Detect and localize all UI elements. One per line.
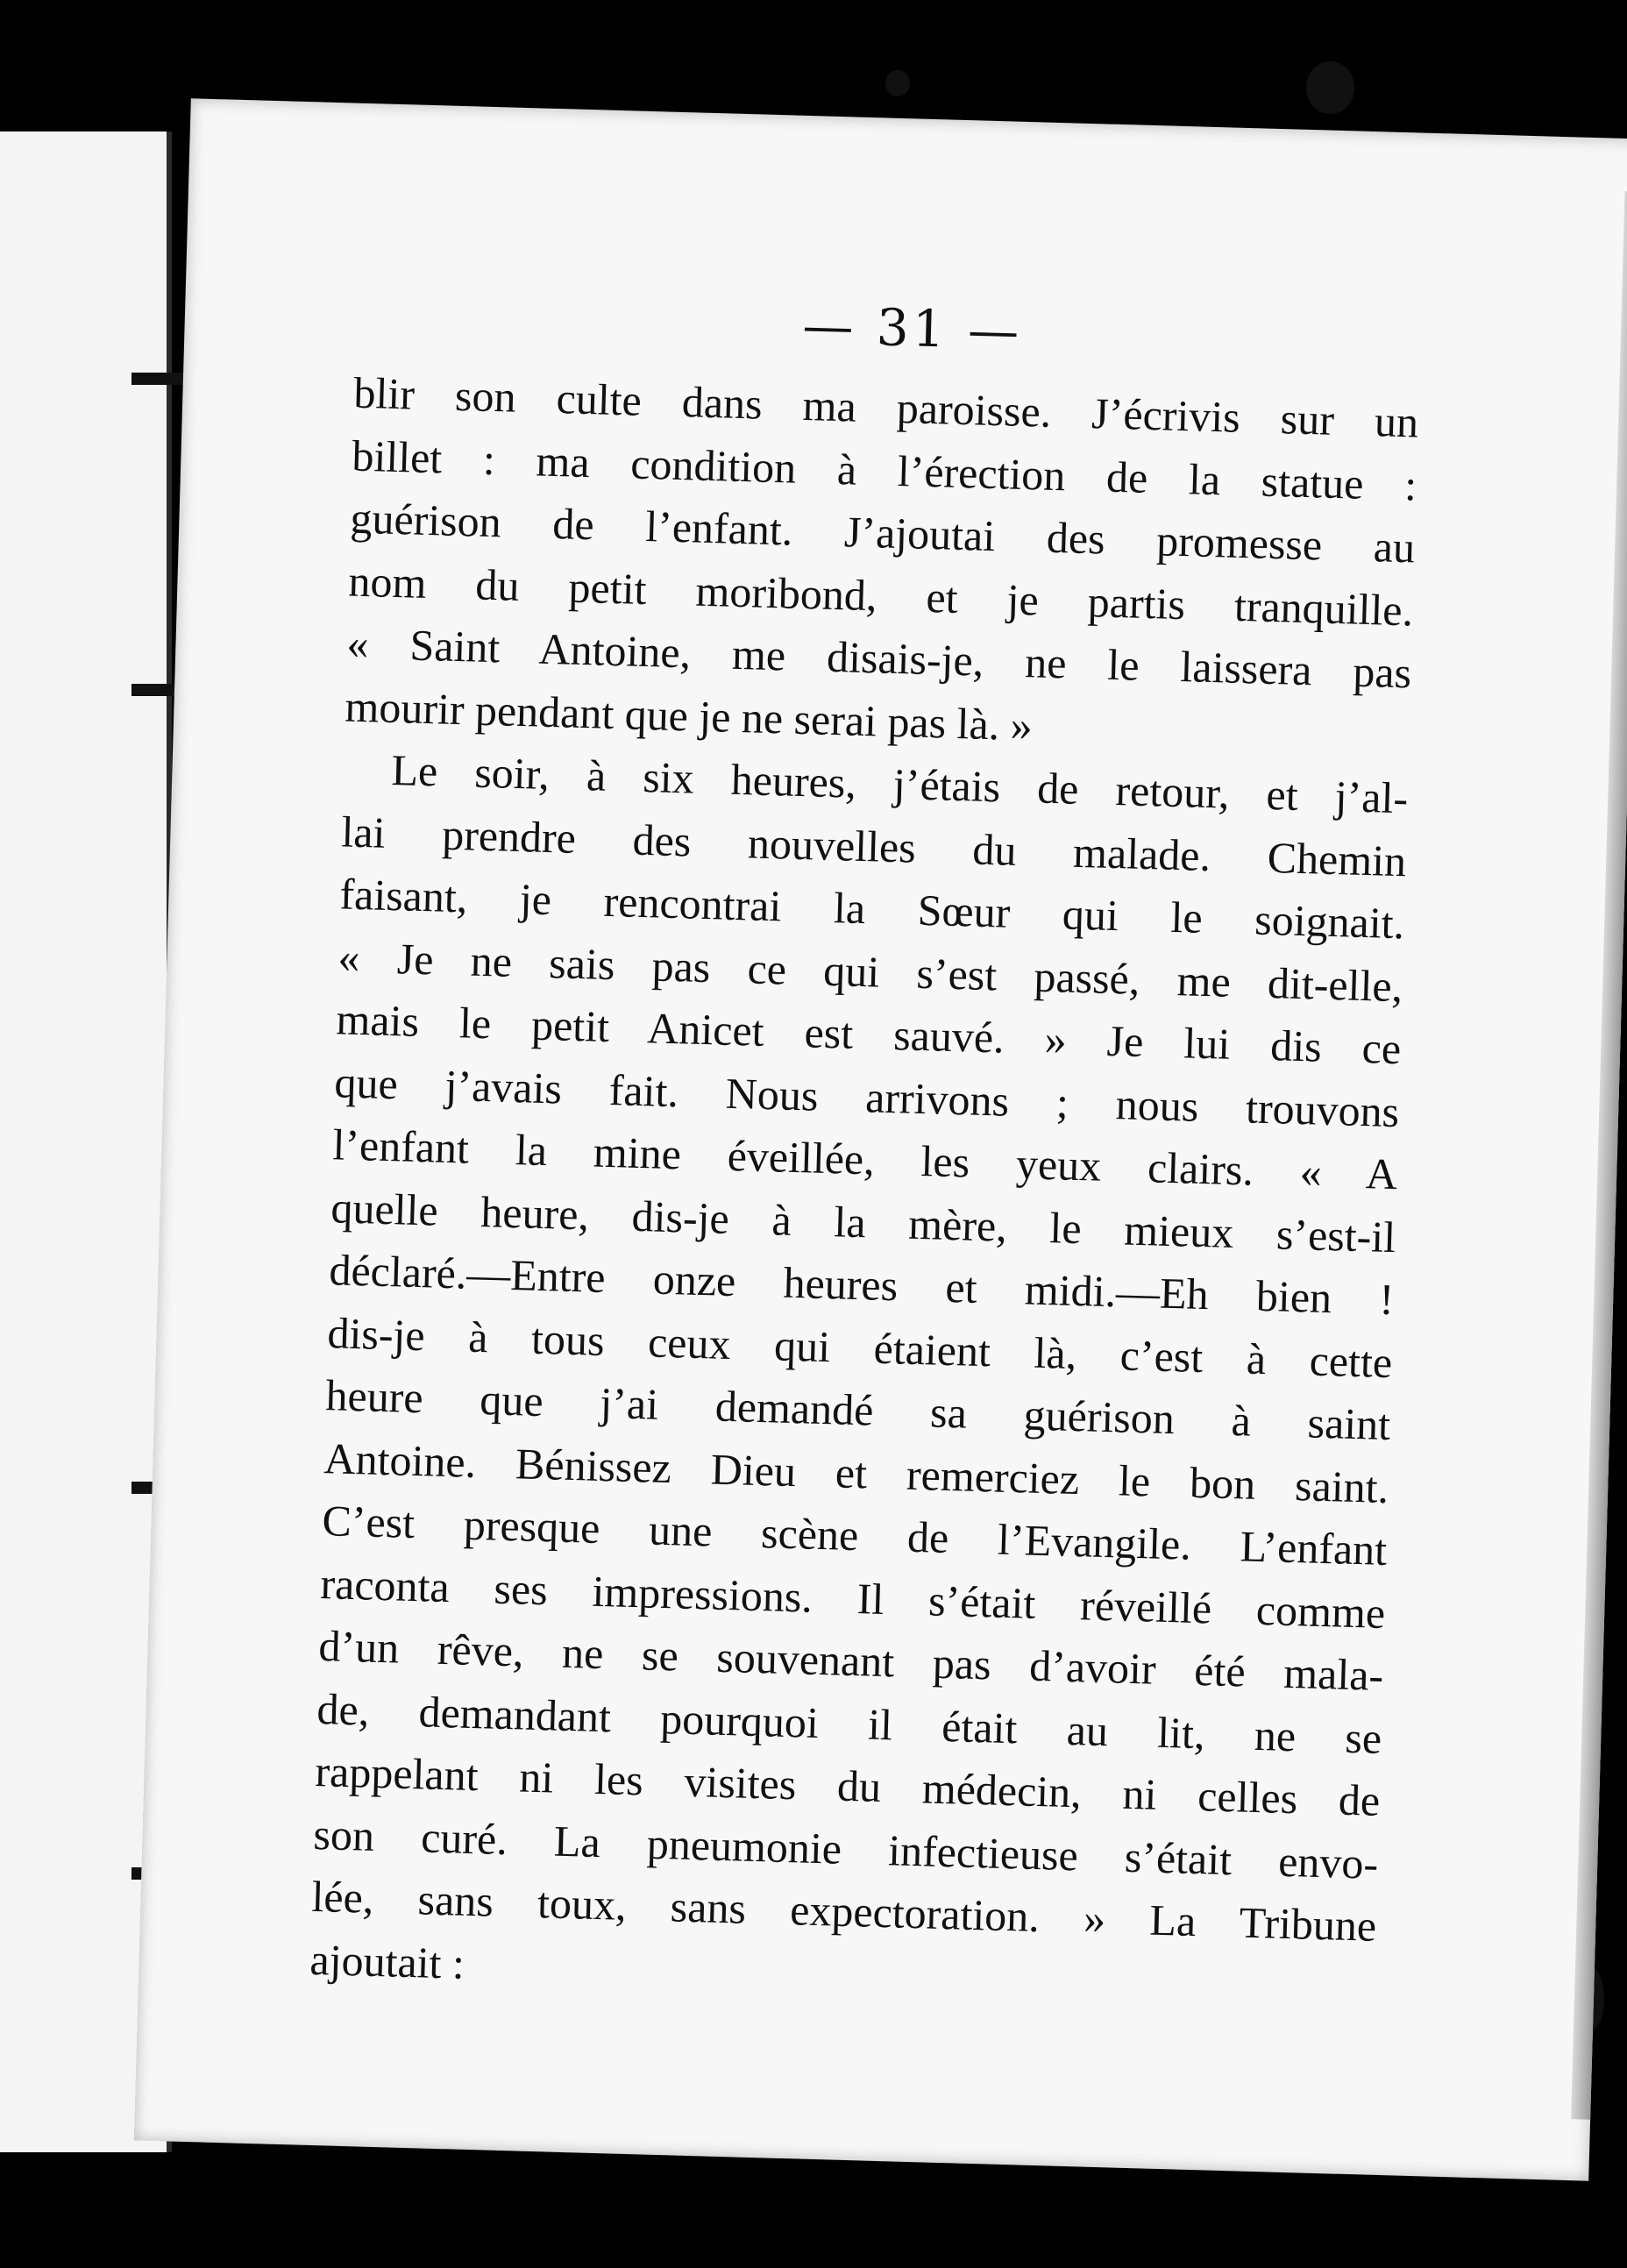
text-line: de, demandant pourquoi il était au lit, ne se	[316, 1683, 1382, 1763]
text-line: quelle heure, dis-je à la mère, le mieux s’est-il	[330, 1182, 1396, 1262]
text-line: dis-je à tous ceux qui étaient là, c’est à cette	[326, 1307, 1393, 1387]
body-text	[309, 362, 1419, 2021]
text-line: guérison de l’enfant. J’ajoutai des promesse au	[349, 493, 1416, 572]
dust-speck	[885, 70, 910, 96]
text-line: blir son culte dans ma paroisse. J’écrivis sur un	[352, 367, 1419, 447]
text-line: Antoine. Bénissez Dieu et remerciez le bon saint.	[323, 1433, 1389, 1512]
text-line: mourir pendant que je ne serai pas là. »	[344, 680, 1034, 750]
text-line: ajoutait :	[309, 1934, 465, 1988]
text-line: lée, sans toux, sans expectoration. » La Tribune	[310, 1871, 1377, 1951]
text-line: rappelant ni les visites du médecin, ni celles de	[314, 1745, 1381, 1825]
text-line: que j’avais fait. Nous arrivons ; nous trouvons	[333, 1056, 1400, 1136]
text-line: mais le petit Anicet est sauvé. » Je lui dis ce	[335, 994, 1402, 1074]
text-line: billet : ma condition à l’érection de la statue :	[351, 430, 1417, 509]
text-line: déclaré.—Entre onze heures et midi.—Eh bien !	[328, 1245, 1395, 1325]
text-line: raconta ses impressions. Il s’était réveillé comme	[319, 1558, 1386, 1638]
binding-mark	[131, 373, 184, 385]
text-line: faisant, je rencontrai la Sœur qui le soignait.	[338, 869, 1405, 949]
text-line: C’est presque une scène de l’Evangile. L’enfant	[321, 1496, 1388, 1575]
page-number: — 31 —	[801, 295, 1024, 361]
text-line: Le soir, à six heures, j’étais de retour, et j’al-	[390, 744, 1409, 823]
text-line: d’un rêve, ne se souvenant pas d’avoir été mala-	[317, 1621, 1384, 1700]
book-page	[134, 98, 1627, 2180]
text-line: son curé. La pneumonie infectieuse s’était envo-	[312, 1809, 1379, 1888]
text-line: nom du petit moribond, et je partis tranquille.	[347, 556, 1414, 635]
text-line: lai prendre des nouvelles du malade. Chemin	[340, 806, 1407, 885]
dust-speck	[1306, 61, 1354, 114]
text-line: « Je ne sais pas ce qui s’est passé, me dit-elle,	[337, 931, 1403, 1011]
page-edge-shadow	[1571, 191, 1627, 2120]
text-line: l’enfant la mine éveillée, les yeux clairs. « A	[331, 1120, 1398, 1199]
text-line: « Saint Antoine, me disais-je, ne le laissera pas	[345, 618, 1412, 698]
text-line: heure que j’ai demandé sa guérison à saint	[324, 1370, 1391, 1450]
